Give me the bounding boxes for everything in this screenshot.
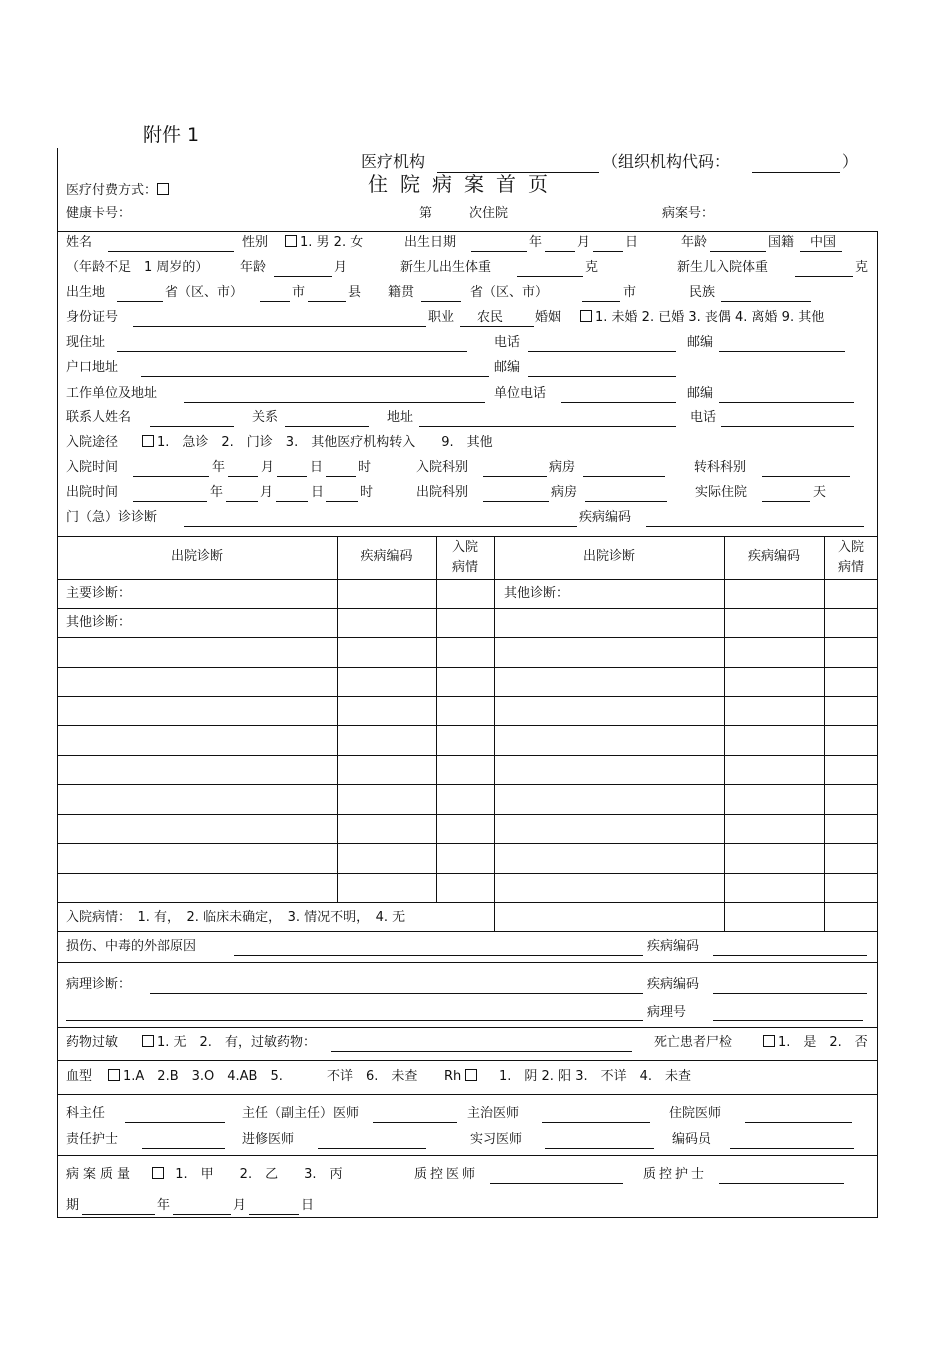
trainee-input[interactable] (318, 1148, 426, 1149)
hukou-postcode-input[interactable] (528, 376, 676, 377)
address-phone-label: 电话 (494, 335, 521, 350)
admit-ward-label: 病房 (549, 460, 576, 475)
nationality-label: 国籍 (768, 235, 795, 250)
nationality-value: 中国 (810, 235, 837, 250)
name-label: 姓名 (66, 235, 93, 250)
address-postcode-input[interactable] (719, 351, 845, 352)
nurse-input[interactable] (142, 1148, 225, 1149)
allergy-label: 药物过敏 (66, 1035, 119, 1050)
infant-age-input[interactable] (274, 276, 332, 277)
diag-col-line-4 (724, 536, 725, 931)
page-title: 住院病案首页 (368, 172, 560, 196)
admission-route-options: 1. 急诊 2. 门诊 3. 其他医疗机构转入 9. 其他 (142, 435, 493, 451)
outpatient-diag-label: 门（急）诊诊断 (66, 510, 158, 525)
marital-options: 1. 未婚 2. 已婚 3. 丧偶 4. 离婚 9. 其他 (580, 310, 824, 326)
hukou-postcode-label: 邮编 (494, 360, 521, 375)
admit-cond-note: 入院病情： 1. 有， 2. 临床未确定， 3. 情况不明， 4. 无 (66, 910, 406, 925)
birth-year-unit: 年 (529, 235, 543, 250)
quality-year-unit: 年 (157, 1198, 171, 1213)
name-input[interactable] (108, 251, 234, 252)
address-phone-input[interactable] (528, 351, 676, 352)
diag-row-line-4 (57, 696, 878, 697)
admit-ward-input[interactable] (583, 476, 665, 477)
infant-age-unit: 月 (334, 260, 348, 275)
origin-province-unit: 省（区、市） (470, 285, 549, 300)
discharge-hour-input[interactable] (326, 501, 358, 502)
attending-input[interactable] (542, 1122, 650, 1123)
diag-table-top (57, 536, 878, 537)
birth-month-input[interactable] (545, 251, 575, 252)
admit-dept-label: 入院科别 (416, 460, 469, 475)
birth-month-unit: 月 (577, 235, 591, 250)
pathology-code-input[interactable] (713, 993, 867, 994)
outpatient-diag-input[interactable] (184, 526, 577, 527)
pathology-input-2[interactable] (66, 1020, 643, 1021)
case-no-label: 病案号： (662, 206, 715, 221)
rh-label: Rh (444, 1069, 480, 1085)
diag-row-line-11 (57, 902, 878, 903)
blood-unknown: 不详 6. 未查 (327, 1069, 418, 1084)
quality-options: 1. 甲 2. 乙 3. 丙 (152, 1167, 342, 1183)
pathology-no-input[interactable] (713, 1020, 863, 1021)
transfer-dept-label: 转科科别 (694, 460, 747, 475)
diag-row-line-6 (57, 755, 878, 756)
admit-month-unit: 月 (261, 460, 275, 475)
id-label: 身份证号 (66, 310, 119, 325)
age-input[interactable] (710, 251, 766, 252)
contact-phone-label: 电话 (690, 410, 717, 425)
quality-month-input[interactable] (173, 1214, 231, 1215)
relation-label: 关系 (252, 410, 279, 425)
discharge-hour-unit: 时 (360, 485, 374, 500)
diag-row-line-3 (57, 667, 878, 668)
sex-options: 1. 男 2. 女 (285, 235, 363, 251)
newborn-birth-weight-label: 新生儿出生体重 (400, 260, 492, 275)
intern-label: 实习医师 (470, 1132, 523, 1147)
col-cond-right: 入院 病情 (837, 540, 864, 575)
diag-row-line-9 (57, 843, 878, 844)
birthplace-city-unit: 市 (292, 285, 306, 300)
newborn-birth-weight-input[interactable] (517, 276, 583, 277)
col-code-left: 疾病编码 (360, 549, 413, 564)
admission-times-label: 次住院 (469, 206, 509, 221)
admit-month-input[interactable] (228, 476, 258, 477)
quality-day-input[interactable] (249, 1214, 299, 1215)
origin-province-input[interactable] (421, 301, 461, 302)
occupation-input[interactable] (460, 326, 534, 327)
autopsy-checkbox[interactable] (763, 1035, 775, 1047)
autopsy-label: 死亡患者尸检 (654, 1035, 733, 1050)
discharge-ward-label: 病房 (551, 485, 578, 500)
address-postcode-label: 邮编 (687, 335, 714, 350)
chief-label: 主任（副主任）医师 (242, 1106, 360, 1121)
sex-checkbox[interactable] (285, 235, 297, 247)
autopsy-options: 1. 是 2. 否 (763, 1035, 868, 1051)
qc-doctor-input[interactable] (490, 1183, 623, 1184)
address-input[interactable] (117, 351, 467, 352)
coder-label: 编码员 (672, 1132, 712, 1147)
nth-label: 第 (419, 206, 433, 221)
qc-doctor-label: 质控医师 (414, 1167, 479, 1182)
infant-note: （年龄不足 1 周岁的） (66, 260, 209, 275)
work-phone-input[interactable] (561, 402, 676, 403)
blood-bottom (57, 1094, 878, 1095)
staff-bottom (57, 1155, 878, 1156)
address-label: 现住址 (66, 335, 106, 350)
discharge-day-unit: 日 (311, 485, 325, 500)
org-code-input[interactable] (752, 172, 840, 173)
admit-day-unit: 日 (310, 460, 324, 475)
director-label: 科主任 (66, 1106, 106, 1121)
director-input[interactable] (125, 1122, 225, 1123)
quality-year-input[interactable] (82, 1214, 155, 1215)
discharge-dept-input[interactable] (483, 501, 549, 502)
other-diag-label: 其他诊断： (66, 615, 132, 630)
quality-month-unit: 月 (233, 1198, 247, 1213)
rh-options: 1. 阴 2. 阳 3. 不详 4. 未查 (499, 1069, 692, 1084)
intern-input[interactable] (545, 1148, 654, 1149)
actual-stay-label: 实际住院 (695, 485, 748, 500)
quality-date-label: 期 (66, 1198, 80, 1213)
admit-dept-input[interactable] (483, 476, 547, 477)
admission-route-checkbox[interactable] (142, 435, 154, 447)
admit-year-unit: 年 (212, 460, 226, 475)
birth-day-unit: 日 (625, 235, 639, 250)
discharge-year-unit: 年 (210, 485, 224, 500)
injury-label: 损伤、中毒的外部原因 (66, 939, 197, 954)
pathology-label: 病理诊断： (66, 977, 132, 992)
relation-input[interactable] (285, 426, 369, 427)
discharge-dept-label: 出院科别 (416, 485, 469, 500)
gram-unit-1: 克 (585, 260, 599, 275)
diag-table-bottom (57, 931, 878, 932)
left-border (57, 148, 58, 232)
contact-name-label: 联系人姓名 (66, 410, 132, 425)
birth-day-input[interactable] (593, 251, 623, 252)
diag-row-line-8 (57, 814, 878, 815)
coder-input[interactable] (730, 1148, 854, 1149)
work-postcode-label: 邮编 (687, 386, 714, 401)
blood-label: 血型 (66, 1069, 93, 1084)
work-input[interactable] (184, 402, 485, 403)
injury-input[interactable] (234, 955, 643, 956)
birthplace-province-input[interactable] (117, 301, 163, 302)
org-code-label: （组织机构代码： (602, 152, 731, 171)
diag-header-bottom (57, 579, 878, 580)
discharge-month-unit: 月 (260, 485, 274, 500)
actual-stay-unit: 天 (813, 485, 827, 500)
hukou-label: 户口地址 (66, 360, 119, 375)
pathology-no-label: 病理号 (647, 1005, 687, 1020)
nurse-label: 责任护士 (66, 1132, 119, 1147)
birthplace-county-input[interactable] (308, 301, 346, 302)
work-label: 工作单位及地址 (66, 386, 158, 401)
allergy-bottom (57, 1060, 878, 1061)
col-diag-right: 出院诊断 (582, 549, 635, 564)
resident-input[interactable] (745, 1122, 852, 1123)
infant-age-label: 年龄 (240, 260, 267, 275)
col-code-right: 疾病编码 (747, 549, 800, 564)
quality-label: 病案质量 (66, 1167, 135, 1182)
injury-code-label: 疾病编码 (647, 939, 700, 954)
discharge-time-label: 出院时间 (66, 485, 119, 500)
admit-year-input[interactable] (133, 476, 209, 477)
blood-options: 1.A 2.B 3.O 4.AB 5. (108, 1069, 283, 1085)
discharge-year-input[interactable] (133, 501, 207, 502)
trainee-label: 进修医师 (242, 1132, 295, 1147)
newborn-admit-weight-input[interactable] (795, 276, 853, 277)
health-card-label: 健康卡号： (66, 206, 132, 221)
discharge-month-input[interactable] (226, 501, 258, 502)
outpatient-code-label: 疾病编码 (579, 510, 632, 525)
qc-nurse-input[interactable] (719, 1183, 844, 1184)
injury-code-input[interactable] (713, 955, 867, 956)
occupation-value: 农民 (477, 310, 504, 325)
chief-input[interactable] (373, 1122, 457, 1123)
origin-city-unit: 市 (623, 285, 637, 300)
work-postcode-input[interactable] (719, 402, 854, 403)
contact-address-input[interactable] (419, 426, 676, 427)
birth-label: 出生日期 (404, 235, 457, 250)
diag-row-line-7 (57, 784, 878, 785)
age-label: 年龄 (681, 235, 708, 250)
pathology-code-label: 疾病编码 (647, 977, 700, 992)
actual-stay-input[interactable] (762, 501, 810, 502)
main-diag-label: 主要诊断： (66, 586, 132, 601)
outpatient-code-input[interactable] (646, 526, 864, 527)
other-diag-right-label: 其他诊断： (504, 586, 570, 601)
hukou-input[interactable] (141, 376, 489, 377)
diag-row-line-2 (57, 637, 878, 638)
payment-label: 医疗付费方式： (66, 183, 172, 199)
gram-unit-2: 克 (855, 260, 869, 275)
blood-checkbox[interactable] (108, 1069, 120, 1081)
admit-hour-input[interactable] (326, 476, 356, 477)
origin-label: 籍贯 (388, 285, 415, 300)
contact-name-input[interactable] (150, 426, 234, 427)
pathology-input[interactable] (150, 993, 643, 994)
admission-route-label: 入院途径 (66, 435, 119, 450)
quality-day-unit: 日 (301, 1198, 315, 1213)
diag-col-line-3 (494, 536, 495, 931)
contact-phone-input[interactable] (721, 426, 854, 427)
birthplace-city-input[interactable] (260, 301, 290, 302)
payment-checkbox[interactable] (157, 183, 169, 195)
newborn-admit-weight-label: 新生儿入院体重 (677, 260, 769, 275)
allergy-checkbox[interactable] (142, 1035, 154, 1047)
ethnicity-label: 民族 (689, 285, 716, 300)
contact-address-label: 地址 (387, 410, 414, 425)
resident-label: 住院医师 (669, 1106, 722, 1121)
birthplace-county-unit: 县 (348, 285, 362, 300)
marital-checkbox[interactable] (580, 310, 592, 322)
birth-year-input[interactable] (471, 251, 527, 252)
attachment-label: 附件 1 (143, 124, 200, 146)
col-cond-left: 入院 病情 (451, 540, 478, 575)
work-phone-label: 单位电话 (494, 386, 547, 401)
col-diag-left: 出院诊断 (170, 549, 223, 564)
diag-col-line-1 (337, 536, 338, 902)
birthplace-province-unit: 省（区、市） (165, 285, 244, 300)
marital-label: 婚姻 (535, 310, 562, 325)
ethnicity-input[interactable] (721, 301, 811, 302)
origin-city-input[interactable] (582, 301, 620, 302)
pathology-bottom (57, 1027, 878, 1028)
admit-day-input[interactable] (277, 476, 307, 477)
diag-row-line-1 (57, 608, 878, 609)
nationality-input[interactable] (800, 251, 842, 252)
birthplace-label: 出生地 (66, 285, 106, 300)
quality-checkbox[interactable] (152, 1167, 164, 1179)
institution-label: 医疗机构 (361, 152, 426, 171)
org-code-close: ） (842, 152, 859, 171)
diag-row-line-5 (57, 725, 878, 726)
diag-row-line-10 (57, 873, 878, 874)
transfer-dept-input[interactable] (762, 476, 850, 477)
diag-col-line-2 (436, 536, 437, 902)
occupation-label: 职业 (428, 310, 455, 325)
allergy-options: 1. 无 2. 有，过敏药物： (142, 1035, 316, 1051)
diag-col-line-5 (824, 536, 825, 931)
admit-time-label: 入院时间 (66, 460, 119, 475)
discharge-ward-input[interactable] (585, 501, 667, 502)
discharge-day-input[interactable] (276, 501, 308, 502)
injury-bottom (57, 962, 878, 963)
allergy-drug-input[interactable] (331, 1051, 632, 1052)
qc-nurse-label: 质控护士 (643, 1167, 708, 1182)
sex-label: 性别 (242, 235, 269, 250)
attending-label: 主治医师 (467, 1106, 520, 1121)
admit-hour-unit: 时 (358, 460, 372, 475)
id-input[interactable] (133, 326, 426, 327)
rh-checkbox[interactable] (465, 1069, 477, 1081)
